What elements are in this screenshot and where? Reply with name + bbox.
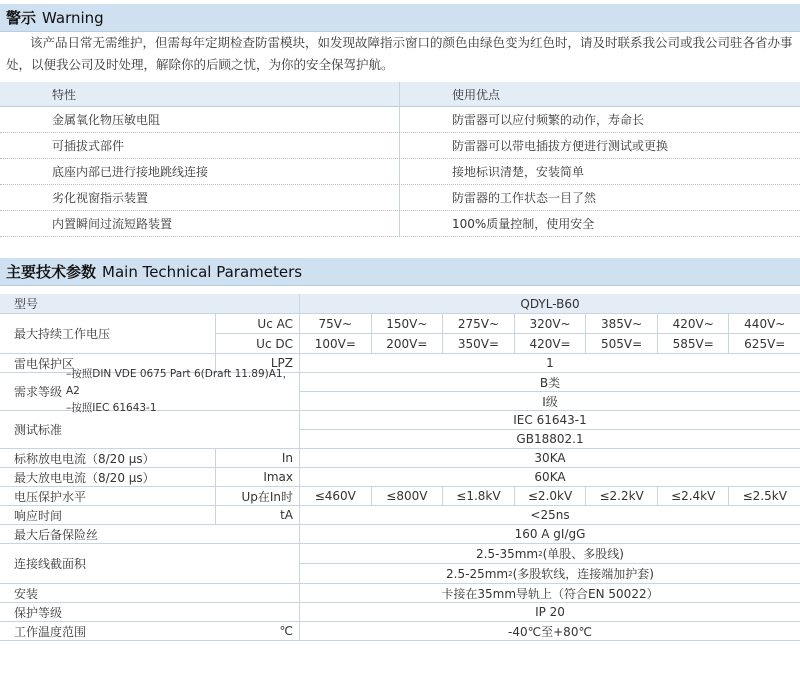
benefit-cell: 100%质量控制，使用安全 — [452, 217, 595, 231]
cross-section-value-2-note: (多股软线，连接端加护套) — [512, 567, 654, 581]
max-voltage-label: 最大持续工作电压 — [0, 314, 216, 353]
cross-section-value-2-sup: 2 — [508, 569, 513, 578]
nominal-label: 标称放电电流（8/20 µs） — [0, 449, 216, 467]
uc-dc-unit: Uc DC — [256, 336, 293, 351]
protection-value: ≤800V — [372, 487, 444, 505]
standard-row — [0, 411, 800, 449]
dc-value: 100V= — [300, 334, 372, 353]
protection-level-values — [300, 487, 800, 505]
requirement-label: 需求等级 — [14, 385, 63, 399]
response-label: 响应时间 — [0, 506, 216, 524]
lpz-value: 1 — [546, 356, 554, 370]
maximum-row — [0, 468, 800, 487]
dc-value: 505V= — [586, 334, 658, 353]
dc-value: 625V= — [744, 336, 786, 351]
params-title-en: Main Technical Parameters — [102, 262, 303, 281]
response-unit: tA — [216, 506, 300, 524]
feature-cell: 内置瞬间过流短路装置 — [0, 211, 400, 236]
protection-level-label: 电压保护水平 — [0, 487, 216, 505]
response-value: <25ns — [530, 508, 570, 522]
params-title-zh: 主要技术参数 — [6, 263, 97, 281]
standard-values — [300, 411, 800, 448]
cross-section-value-2-main: 2.5-25mm — [446, 566, 509, 581]
requirement-line-din: –按照DIN VDE 0675 Part 6(Draft 11.89)A1，A2 — [66, 368, 294, 397]
ip-label: 保护等级 — [0, 603, 300, 621]
maximum-unit: Imax — [216, 468, 300, 486]
lpz-label: 雷电保护区 — [0, 354, 216, 372]
nominal-unit: In — [216, 449, 300, 467]
protection-level-unit: Up在In时 — [216, 487, 300, 505]
cross-section-values — [300, 544, 800, 583]
requirement-row — [0, 368, 800, 414]
ip-value: IP 20 — [535, 605, 565, 619]
feature-cell: 可插拔式部件 — [0, 133, 400, 158]
dc-value: 200V= — [372, 334, 444, 353]
model-row — [0, 294, 800, 314]
benefit-cell: 防雷器可以带电插拔方便进行测试或更换 — [452, 139, 669, 153]
table-row — [0, 211, 800, 237]
ac-value: 440V~ — [744, 316, 786, 331]
ac-value: 420V~ — [658, 314, 730, 333]
requirement-values — [300, 373, 800, 410]
temp-label: 工作温度范围 — [14, 624, 87, 639]
uc-ac-unit: Uc AC — [216, 314, 299, 334]
features-header-benefit: 使用优点 — [452, 87, 501, 102]
max-voltage-units — [216, 314, 300, 353]
dc-value: 350V= — [443, 334, 515, 353]
maximum-label: 最大放电电流（8/20 µs） — [0, 468, 216, 486]
cross-section-value-1-sup: 2 — [538, 549, 543, 558]
ac-value: 275V~ — [443, 314, 515, 333]
dc-value: 420V= — [515, 334, 587, 353]
protection-level-row — [0, 487, 800, 506]
fuse-value: 160 A gI/gG — [514, 527, 586, 541]
warning-title-en: Warning — [42, 8, 104, 27]
protection-value: ≤460V — [300, 487, 372, 505]
standard-value-iec: IEC 61643-1 — [300, 411, 800, 430]
ip-row — [0, 603, 800, 622]
install-label: 安装 — [0, 584, 300, 602]
requirement-left — [0, 368, 300, 414]
ac-value: 150V~ — [372, 314, 444, 333]
warning-title-zh: 警示 — [6, 9, 37, 27]
cross-section-value-1 — [300, 544, 800, 564]
temp-value: -40℃至+80℃ — [508, 624, 592, 639]
fuse-row — [0, 525, 800, 544]
model-label: 型号 — [0, 294, 300, 313]
requirement-value-i: I级 — [542, 394, 558, 409]
ac-value: 75V~ — [300, 314, 372, 333]
fuse-label: 最大后备保险丝 — [0, 525, 300, 543]
dc-value: 585V= — [658, 334, 730, 353]
standard-value-gb: GB18802.1 — [516, 432, 584, 446]
lpz-unit: LPZ — [216, 354, 300, 372]
protection-value: ≤2.2kV — [586, 487, 658, 505]
response-row — [0, 506, 800, 525]
params-table — [0, 294, 800, 641]
cross-section-row — [0, 544, 800, 584]
benefit-cell: 防雷器的工作状态一目了然 — [452, 191, 597, 205]
protection-value: ≤2.4kV — [658, 487, 730, 505]
protection-value: ≤2.5kV — [742, 489, 787, 503]
cross-section-value-1-note: (单股、多股线) — [542, 547, 624, 561]
nominal-row — [0, 449, 800, 468]
params-header — [0, 258, 800, 286]
temp-label-cell — [0, 622, 300, 640]
table-row — [0, 185, 800, 211]
feature-cell: 金属氧化物压敏电阻 — [0, 107, 400, 132]
warning-text: 该产品日常无需维护，但需每年定期检查防雷模块，如发现故障指示窗口的颜色由绿色变为红色时，请及时联系我公司或我公司驻各省办事处，以便我公司及时处理，解除你的后顾之忧，为你的安全保驾护航。 — [6, 35, 793, 72]
table-row — [0, 133, 800, 159]
features-table — [0, 82, 800, 237]
max-voltage-row — [0, 314, 800, 354]
benefit-cell: 防雷器可以应付频繁的动作，寿命长 — [452, 113, 645, 127]
install-value: 卡接在35mm导轨上（符合EN 50022） — [441, 586, 659, 601]
requirement-line-iec: –按照IEC 61643-1 — [66, 402, 157, 414]
requirement-value-b: B类 — [300, 373, 800, 392]
install-row — [0, 584, 800, 603]
temp-unit: ℃ — [279, 624, 293, 638]
benefit-cell: 接地标识清楚，安装简单 — [452, 165, 585, 179]
temp-row — [0, 622, 800, 641]
feature-cell: 劣化视窗指示装置 — [0, 185, 400, 210]
table-row — [0, 107, 800, 133]
max-voltage-values — [300, 314, 800, 353]
standard-label: 测试标准 — [0, 411, 300, 448]
warning-header — [0, 4, 800, 32]
maximum-value: 60KA — [534, 470, 566, 484]
model-value: QDYL-B60 — [520, 296, 580, 311]
ac-value: 320V~ — [515, 314, 587, 333]
cross-section-value-2 — [300, 564, 800, 583]
protection-value: ≤1.8kV — [443, 487, 515, 505]
requirement-standards — [66, 368, 299, 414]
feature-cell: 底座内部已进行接地跳线连接 — [0, 159, 400, 184]
ac-values-row — [300, 314, 800, 334]
ac-value: 385V~ — [586, 314, 658, 333]
nominal-value: 30KA — [534, 451, 566, 465]
protection-value: ≤2.0kV — [515, 487, 587, 505]
cross-section-label: 连接线截面积 — [0, 544, 300, 583]
dc-values-row — [300, 334, 800, 353]
features-header-row — [0, 82, 800, 107]
features-header-feature: 特性 — [0, 82, 400, 106]
cross-section-value-1-main: 2.5-35mm — [476, 546, 539, 561]
table-row — [0, 159, 800, 185]
